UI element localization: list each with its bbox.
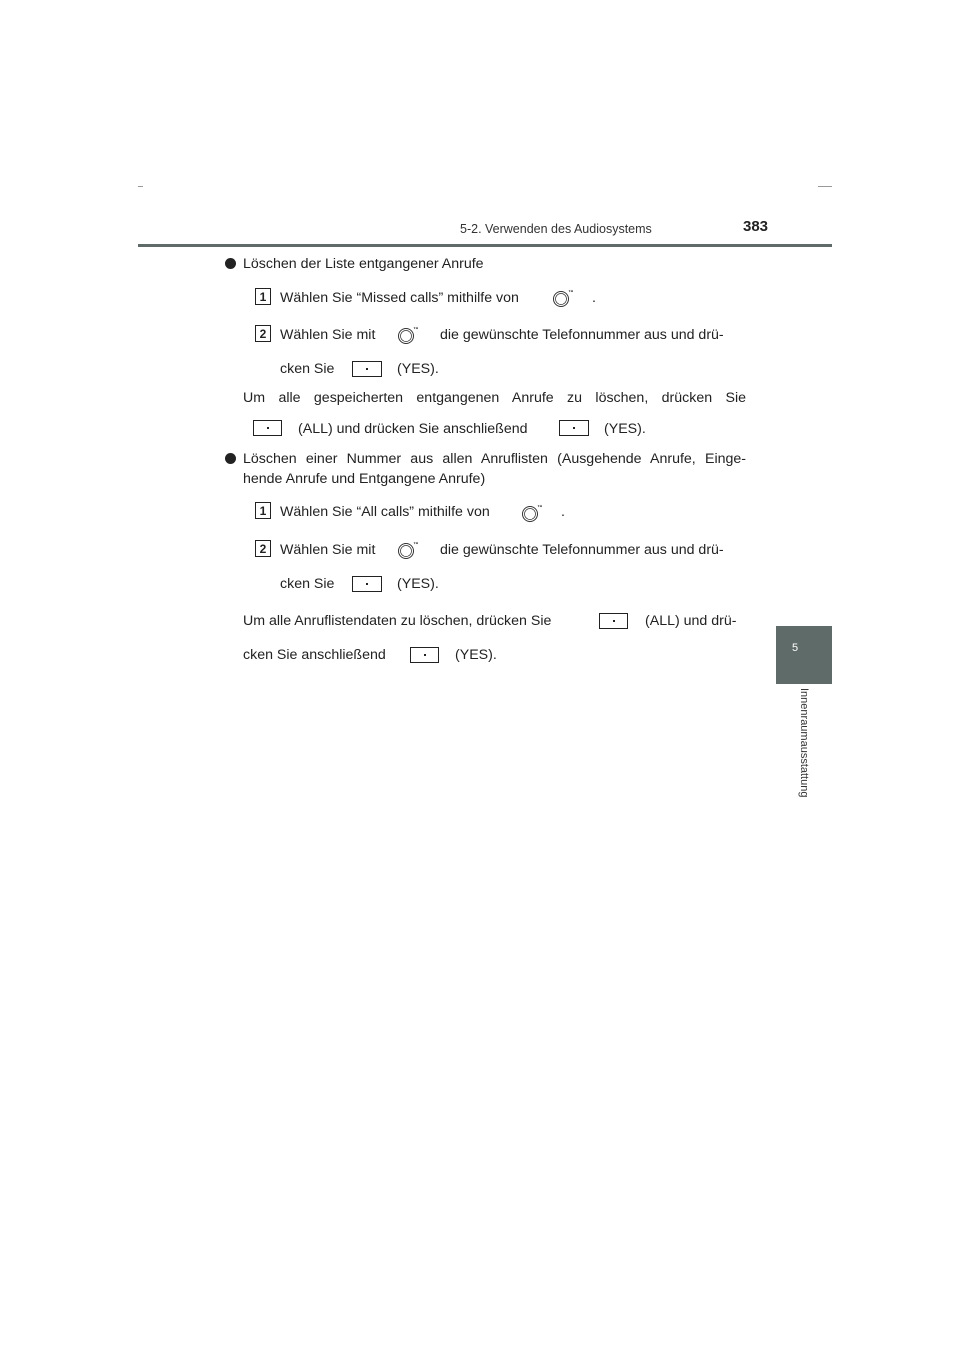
step-text: Wählen Sie mit bbox=[280, 542, 376, 558]
tune-dial-icon bbox=[398, 540, 418, 560]
running-header-section: 5-2. Verwenden des Audiosystems bbox=[460, 222, 652, 236]
note-text: (YES). bbox=[455, 647, 497, 663]
steering-button-icon bbox=[253, 420, 282, 436]
step-text: (YES). bbox=[397, 361, 439, 377]
steering-button-icon bbox=[352, 361, 382, 377]
step-text: cken Sie bbox=[280, 576, 335, 592]
chapter-number: 5 bbox=[792, 642, 799, 654]
steering-button-icon bbox=[352, 576, 382, 592]
crop-mark-left bbox=[138, 186, 143, 187]
bullet-icon bbox=[225, 453, 236, 464]
step-number-1: 1 bbox=[255, 502, 271, 519]
step-number-2: 2 bbox=[255, 540, 271, 557]
step-text: Wählen Sie mit bbox=[280, 327, 376, 343]
tune-dial-icon bbox=[553, 288, 573, 308]
tune-dial-icon bbox=[398, 325, 418, 345]
header-rule bbox=[138, 244, 832, 247]
section-title: Löschen einer Nummer aus allen Anruflisten (Ausgehende Anrufe, Einge- bbox=[243, 451, 746, 467]
note-text: (ALL) und drücken Sie anschließend bbox=[298, 421, 528, 437]
step-text: . bbox=[592, 290, 596, 306]
section-title: Löschen der Liste entgangener Anrufe bbox=[243, 256, 484, 272]
note-text: Um alle Anruflistendaten zu löschen, drücken Sie bbox=[243, 613, 552, 629]
step-number-1: 1 bbox=[255, 288, 271, 305]
steering-button-icon bbox=[559, 420, 589, 436]
step-text: Wählen Sie “All calls” mithilfe von bbox=[280, 504, 490, 520]
step-text: die gewünschte Telefonnummer aus und drü- bbox=[440, 327, 724, 343]
steering-button-icon bbox=[599, 613, 628, 629]
section-title: hende Anrufe und Entgangene Anrufe) bbox=[243, 471, 486, 487]
note-text: Um alle gespeicherten entgangenen Anrufe zu löschen, drücken Sie bbox=[243, 390, 746, 406]
note-text: (ALL) und drü- bbox=[645, 613, 737, 629]
bullet-icon bbox=[225, 258, 236, 269]
note-text: (YES). bbox=[604, 421, 646, 437]
steering-button-icon bbox=[410, 647, 439, 663]
step-text: . bbox=[561, 504, 565, 520]
note-text: cken Sie anschließend bbox=[243, 647, 386, 663]
step-text: cken Sie bbox=[280, 361, 335, 377]
step-text: Wählen Sie “Missed calls” mithilfe von bbox=[280, 290, 519, 306]
chapter-title: Innenraumausstattung bbox=[798, 688, 810, 798]
tune-dial-icon bbox=[522, 503, 542, 523]
crop-mark-right bbox=[818, 186, 832, 187]
step-text: (YES). bbox=[397, 576, 439, 592]
chapter-tab bbox=[776, 626, 832, 684]
page-number: 383 bbox=[743, 218, 769, 235]
step-number-2: 2 bbox=[255, 325, 271, 342]
step-text: die gewünschte Telefonnummer aus und drü- bbox=[440, 542, 724, 558]
